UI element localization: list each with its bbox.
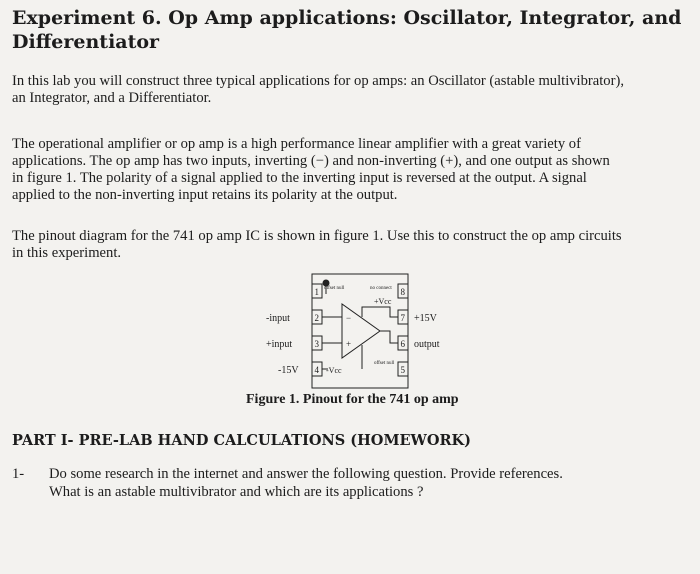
pinout-diagram	[262, 272, 462, 394]
opamp-line-1: The operational amplifier or op amp is a high performance linear amplifier with a great variety of	[12, 136, 581, 152]
title-line-2: Differentiator	[12, 31, 160, 53]
question-1-number: 1-	[12, 466, 25, 482]
intro-line-2: an Integrator, and a Differentiator.	[12, 90, 212, 106]
pinout-paragraph	[12, 228, 688, 262]
question-1-line-2: What is an astable multivibrator and which are its applications ?	[49, 484, 424, 500]
offset-null-top-label: offset null	[324, 286, 345, 291]
no-connect-label: no connect	[370, 286, 392, 291]
minus-15v-label: -15V	[278, 365, 299, 376]
pin-6-label: 6	[400, 339, 405, 349]
title-line-1: Experiment 6. Op Amp applications: Oscillator, Integrator, and	[12, 7, 682, 29]
opamp-paragraph	[12, 136, 688, 204]
vcc-plus-label: +Vcc	[374, 297, 392, 306]
intro-paragraph	[12, 73, 688, 107]
figure-caption: Figure 1. Pinout for the 741 op amp	[246, 392, 459, 407]
pinout-line-1: The pinout diagram for the 741 op amp IC is shown in figure 1. Use this to construct the op amp circuits	[12, 228, 622, 244]
pin-4-label: 4	[314, 365, 319, 375]
inverting-sign: −	[346, 313, 352, 323]
opamp-line-2: applications. The op amp has two inputs, inverting (−) and non-inverting (+), and one output as shown	[12, 153, 610, 169]
plus-input-label: +input	[266, 339, 293, 350]
document-title	[12, 6, 684, 54]
pin-5-label: 5	[400, 365, 405, 375]
output-label: output	[414, 339, 440, 350]
noninverting-sign: +	[346, 339, 352, 349]
plus-15v-label: +15V	[414, 313, 437, 324]
wire-vcc-plus	[362, 307, 398, 317]
pin-8-label: 8	[400, 287, 405, 297]
pinout-line-2: in this experiment.	[12, 245, 122, 261]
pin-7-label: 7	[400, 313, 405, 323]
part-1-heading: PART I- PRE-LAB HAND CALCULATIONS (HOMEWORK)	[12, 432, 471, 449]
pin-3-label: 3	[314, 339, 319, 349]
question-1-line-1: Do some research in the internet and answer the following question. Provide references.	[49, 466, 563, 482]
offset-null-bottom-label: offset null	[374, 361, 395, 366]
pin-1-label: 1	[314, 287, 319, 297]
opamp-line-4: applied to the non-inverting input retains its polarity at the output.	[12, 187, 398, 203]
vcc-minus-label: -Vcc	[326, 366, 342, 375]
wire-output	[380, 331, 398, 343]
intro-line-1: In this lab you will construct three typical applications for op amps: an Oscillator (astable multivibrator),	[12, 73, 624, 89]
pin-2-label: 2	[314, 313, 319, 323]
minus-input-label: -input	[266, 313, 290, 324]
opamp-line-3: in figure 1. The polarity of a signal applied to the inverting input is reversed at the output. A signal	[12, 170, 587, 186]
